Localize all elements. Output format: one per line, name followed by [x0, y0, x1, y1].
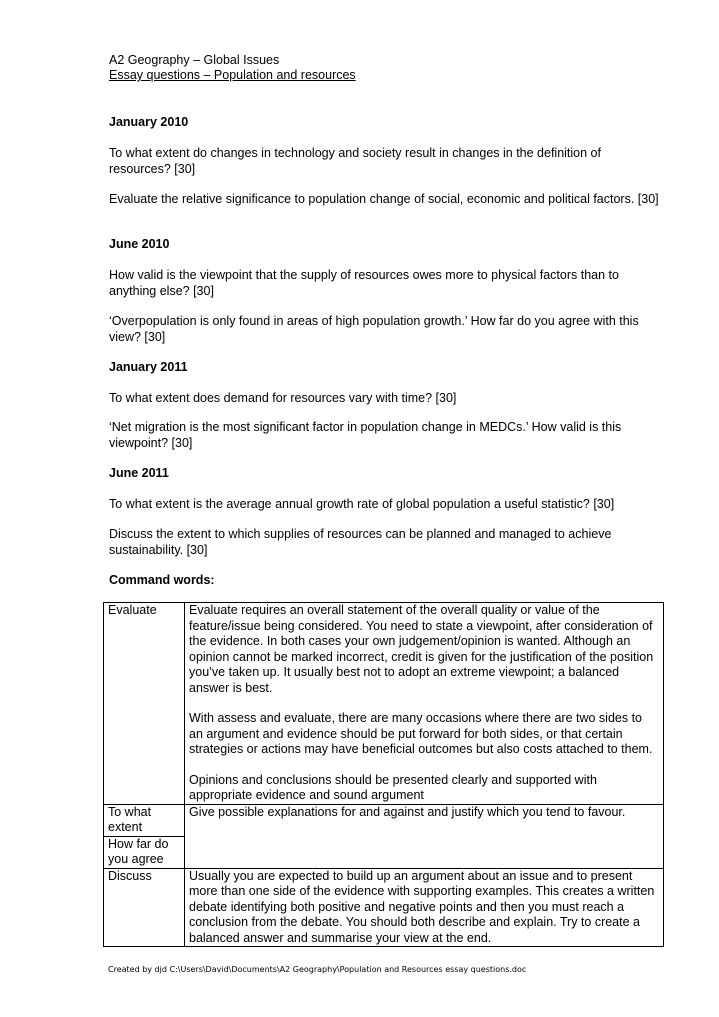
table-row: [104, 603, 664, 805]
essay-question: To what extent does demand for resources vary with time? [30]: [109, 391, 457, 405]
document-header: [109, 53, 356, 83]
essay-question: ‘Overpopulation is only found in areas of high population growth.’ How far do you agree with this view? [30]: [109, 314, 639, 344]
section-heading: June 2010: [109, 237, 170, 251]
document-title: A2 Geography – Global Issues: [109, 53, 280, 67]
table-row: [104, 804, 664, 836]
essay-question: ‘Net migration is the most significant factor in population change in MEDCs.’ How valid is this viewpoint? [30]: [109, 420, 622, 450]
document-subtitle: Essay questions – Population and resources: [109, 68, 356, 82]
term-cell: How far do you agree: [104, 836, 185, 868]
term-cell: To what extent: [104, 804, 185, 836]
definition-paragraph: Usually you are expected to build up an argument about an issue and to present more than one side of the evidence with supporting examples. This creates a written debate identifying both positive and negative points and then you must reach a conclusion from the debate. You should both describe and explain. Try to create a balanced answer and summarise your view at the end.: [189, 868, 655, 945]
command-words-table: [103, 602, 664, 947]
section-heading: January 2010: [109, 115, 189, 129]
essay-question: To what extent do changes in technology and society result in changes in the definition of resources? [30]: [109, 146, 601, 176]
definition-cell: [185, 804, 664, 868]
page-footer: Created by djd C:\Users\David\Documents\A2 Geography\Population and Resources essay questions.doc: [108, 965, 527, 974]
essay-question: To what extent is the average annual growth rate of global population a useful statistic? [30]: [109, 497, 615, 511]
term-cell: Discuss: [104, 868, 185, 947]
definition-cell: [185, 868, 664, 947]
definition-paragraph: Give possible explanations for and against and justify which you tend to favour.: [189, 804, 626, 819]
section-heading: June 2011: [109, 466, 169, 480]
essay-question: How valid is the viewpoint that the supply of resources owes more to physical factors than to anything else? [30]: [109, 268, 619, 298]
table-row: [104, 868, 664, 947]
term-cell: Evaluate: [104, 603, 185, 805]
essay-question: Evaluate the relative significance to population change of social, economic and political factors. [30]: [109, 192, 659, 206]
definition-paragraph: Evaluate requires an overall statement of the overall quality or value of the feature/issue being considered. You need to state a viewpoint, after consideration of the evidence. In both cases your own judgement/opinion is wanted. Although an opinion cannot be marked incorrect, credit is given for the justification of the position you’ve taken up. It usually best not to adopt an extreme viewpoint; a balanced answer is best.: [189, 603, 654, 695]
command-words-heading: Command words:: [109, 573, 215, 587]
definition-paragraph: With assess and evaluate, there are many occasions where there are two sides to an argument and evidence should be put forward for both sides, or that certain strategies or actions may have beneficial outcomes but also costs attached to them.: [189, 711, 653, 756]
essay-question: Discuss the extent to which supplies of resources can be planned and managed to achieve sustainability. [30]: [109, 527, 612, 557]
section-heading: January 2011: [109, 360, 188, 374]
definition-paragraph: Opinions and conclusions should be presented clearly and supported with appropriate evidence and sound argument: [189, 772, 597, 802]
definition-cell: [185, 603, 664, 805]
